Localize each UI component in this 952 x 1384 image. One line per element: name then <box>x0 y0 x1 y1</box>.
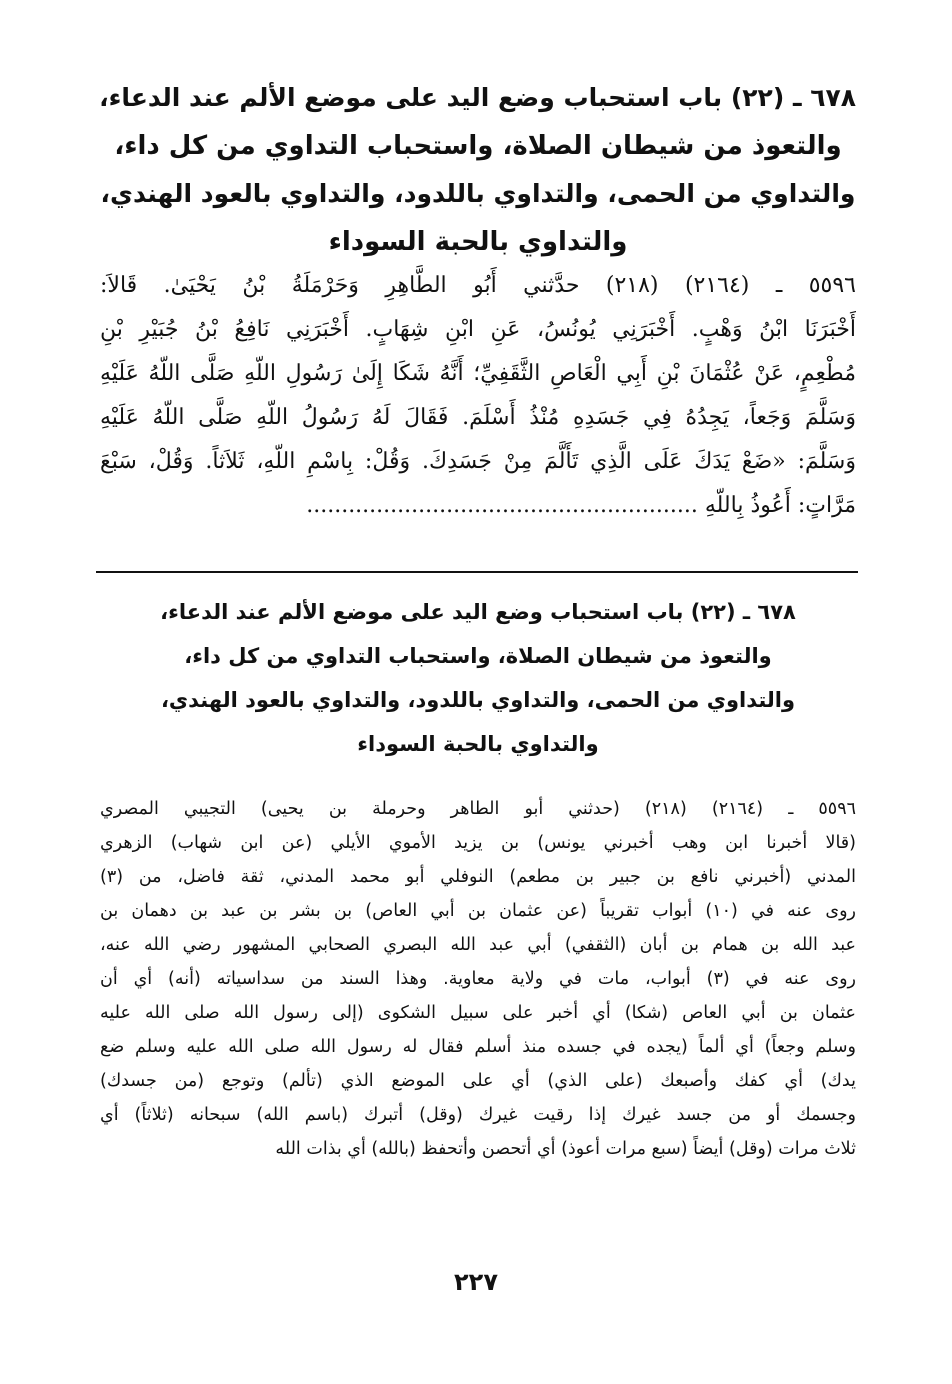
section-heading-line: ٦٧٨ ـ (٢٢) باب استحباب وضع اليد على موضع الألم عند الدعاء، <box>99 83 856 112</box>
commentary-line: وسلم وجعاً) أي ألماً (يجده في جسده منذ أسلم فقال له رسول الله صلى الله عليه وسلم ضع <box>100 1037 856 1057</box>
hadith-line: مَرَّاتٍ: أَعُوذُ بِاللّهِ ........................................................ <box>306 493 856 518</box>
commentary-line: وجسمك أو من جسد غيرك إذا رقيت غيرك (وقل) أتبرك (باسم الله) سبحانه (ثلاثاً) أي <box>100 1105 856 1125</box>
hadith-line: ٥٥٩٦ ـ (٢١٦٤) (٢١٨) حدَّثني أَبُو الطَّاهِرِ وَحَرْمَلَةُ بْنُ يَحْيَىٰ. قَالاَ: <box>100 273 856 298</box>
section-heading-line: والتداوي بالحبة السوداء <box>328 227 628 257</box>
commentary-heading-line: والتداوي من الحمى، والتداوي باللدود، والتداوي بالعود الهندي، <box>160 688 796 712</box>
section-divider <box>96 571 858 573</box>
section-heading-line: والتعوذ من شيطان الصلاة، واستحباب التداوي من كل داء، <box>114 131 842 161</box>
commentary-line: روى عنه في (١٠) أبواب تقريباً (عن عثمان بن أبي العاص) بن بشر بن عبد بن دهمان بن <box>100 901 856 921</box>
commentary-heading-line: والتعوذ من شيطان الصلاة، واستحباب التداوي من كل داء، <box>184 644 772 668</box>
commentary-line: ثلاث مرات (وقل) أيضاً (سبع مرات أعوذ) أي أتحصن وأتحفظ (بالله) أي بذات الله <box>275 1139 856 1159</box>
hadith-text <box>100 264 856 528</box>
hadith-line: مُطْعِمٍ، عَنْ عُثْمَانَ بْنِ أَبِي الْعَاصِ الثَّقَفِيِّ؛ أَنَّهُ شَكَا إِلَىٰ رَسُولِ اللّهِ صَلَّى اللّهُ عَلَيْهِ <box>100 361 856 386</box>
commentary-line: يدك) أي كفك وأصبعك (على الذي) أي على الموضع الذي (تألم) وتوجع (من جسدك) <box>100 1071 856 1091</box>
hadith-line: وَسَلَّمَ: «ضَعْ يَدَكَ عَلَى الَّذِي تَأَلَّمَ مِنْ جَسَدِكَ. وَقُلْ: بِاسْمِ اللّهِ، ثَلاَثاً. وَقُلْ، سَبْعَ <box>100 449 856 474</box>
commentary-line: روى عنه في (٣) أبواب، مات في ولاية معاوية. وهذا السند من سداسياته (أنه) أي أن <box>100 969 856 989</box>
page-number: ٢٢٧ <box>454 1268 498 1296</box>
section-heading-line: والتداوي من الحمى، والتداوي باللدود، والتداوي بالعود الهندي، <box>100 179 856 208</box>
commentary-heading-line: ٦٧٨ ـ (٢٢) باب استحباب وضع اليد على موضع الألم عند الدعاء، <box>160 600 796 624</box>
hadith-line: وَسَلَّمَ وَجَعاً، يَجِدُهُ فِي جَسَدِهِ مُنْذُ أَسْلَمَ. فَقَالَ لَهُ رَسُولُ اللّهِ صَلَّى اللّهُ عَلَيْهِ <box>100 405 856 430</box>
section-heading <box>100 74 856 266</box>
commentary-heading <box>100 590 856 766</box>
commentary-line: ٥٥٩٦ ـ (٢١٦٤) (٢١٨) (حدثني أبو الطاهر وحرملة بن يحيى) التجيبي المصري <box>100 799 856 819</box>
commentary-line: عثمان بن أبي العاص (شكا) أي أخبر على سبيل الشكوى (إلى رسول الله صلى الله عليه <box>100 1003 856 1023</box>
commentary-heading-line: والتداوي بالحبة السوداء <box>357 732 599 756</box>
hadith-line: أَخْبَرَنَا ابْنُ وَهْبٍ. أَخْبَرَنِي يُونُسُ، عَنِ ابْنِ شِهَابٍ. أَخْبَرَنِي نَافِعُ بْنُ جُبَيْرِ بْنِ <box>100 317 856 342</box>
commentary-line: (قالا أخبرنا ابن وهب أخبرني يونس) بن يزيد الأموي الأيلي (عن ابن شهاب) الزهري <box>100 833 856 853</box>
commentary-line: المدني (أخبرني نافع بن جبير بن مطعم) النوفلي أبو محمد المدني، ثقة فاضل، من (٣) <box>100 867 856 887</box>
commentary-line: عبد الله بن همام بن أبان (الثقفي) أبي عبد الله البصري الصحابي المشهور رضي الله عنه، <box>100 935 856 955</box>
commentary-text <box>100 792 856 1166</box>
